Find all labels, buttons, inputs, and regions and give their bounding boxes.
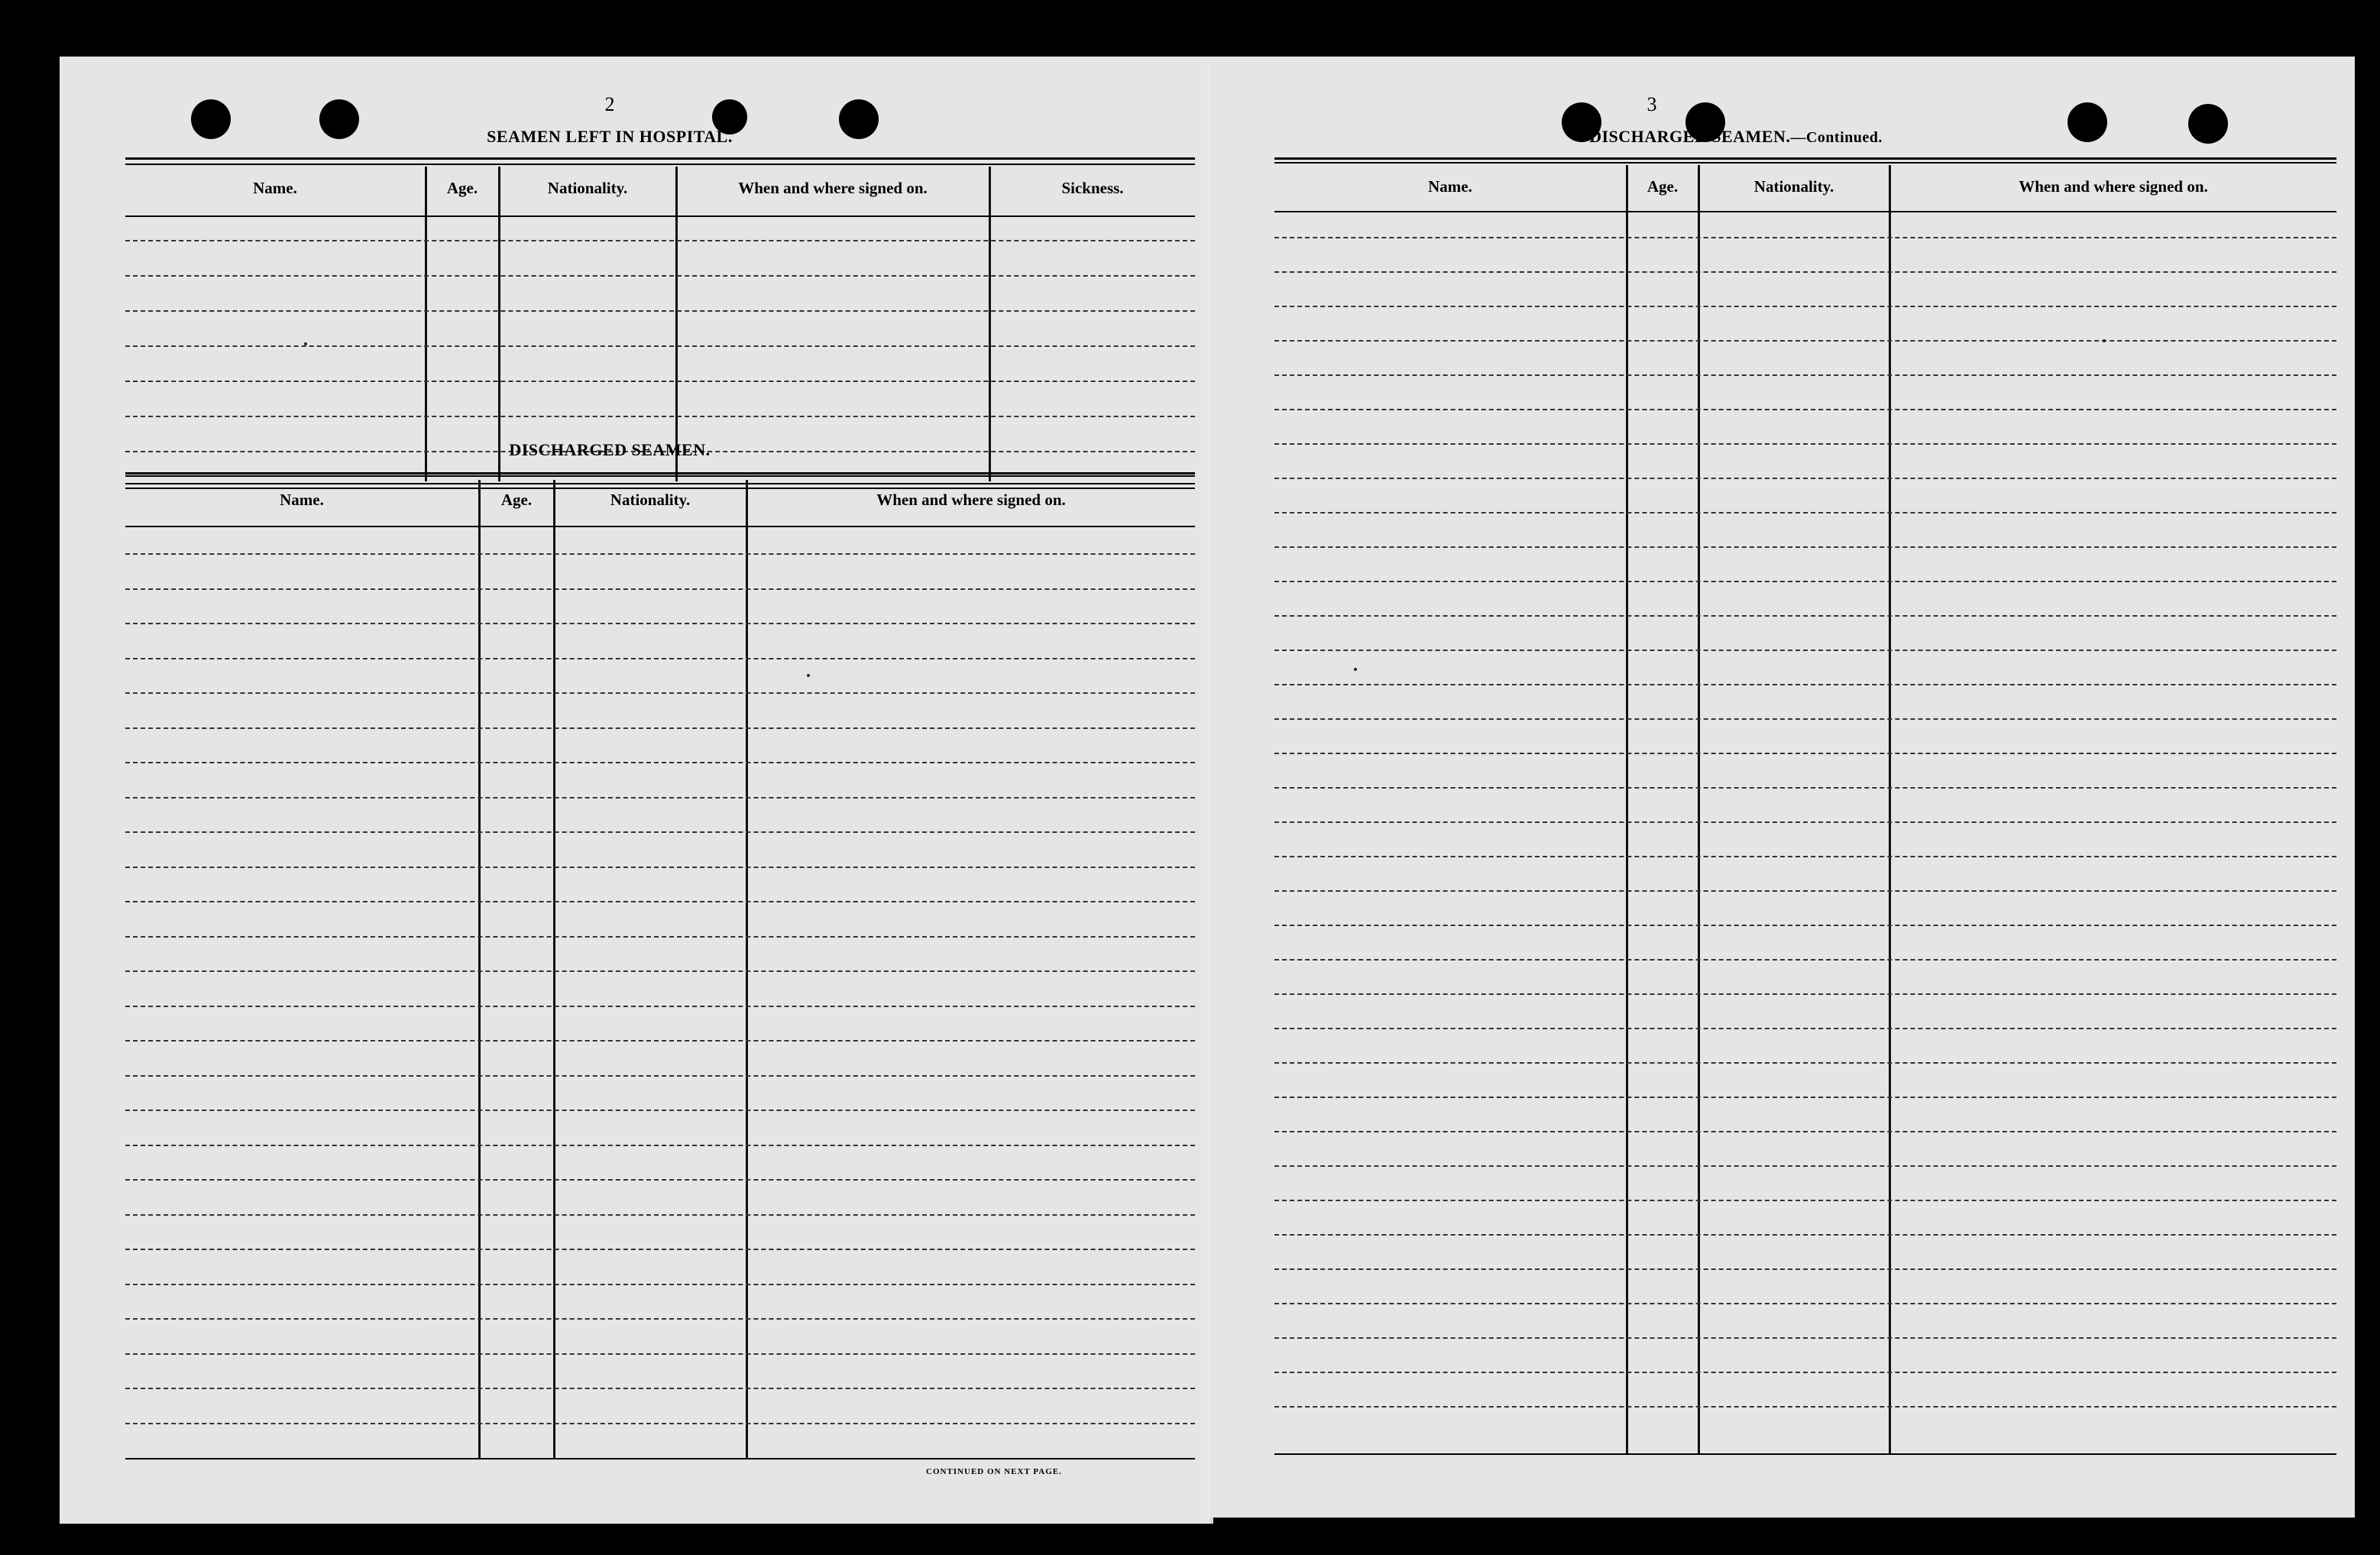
form-row-line: [1274, 478, 2336, 479]
form-row-line: [125, 1249, 1195, 1250]
punch-hole: [839, 99, 879, 139]
form-row-line: [125, 275, 1195, 277]
table-rule: [1274, 1453, 2336, 1455]
punch-hole: [319, 99, 359, 139]
form-row-line: [125, 588, 1195, 590]
paper-speck: [2103, 339, 2106, 342]
form-row-line: [125, 867, 1195, 868]
form-row-line: [1274, 374, 2336, 376]
header-underline: [125, 526, 1195, 527]
form-row-line: [1274, 1131, 2336, 1132]
table-rule: [125, 472, 1195, 475]
column-divider: [498, 167, 500, 481]
form-row-line: [1274, 1372, 2336, 1373]
paper-speck: [807, 674, 810, 677]
column-divider: [1626, 165, 1628, 1453]
form-row-line: [1274, 890, 2336, 892]
right-page: [1209, 57, 2355, 1518]
column-divider: [675, 167, 678, 481]
form-row-line: [125, 1145, 1195, 1146]
form-row-line: [1274, 271, 2336, 273]
form-row-line: [1274, 1406, 2336, 1408]
form-row-line: [1274, 718, 2336, 720]
form-row-line: [125, 553, 1195, 555]
form-row-line: [125, 240, 1195, 241]
form-row-line: [125, 1388, 1195, 1389]
form-row-line: [125, 416, 1195, 417]
form-row-line: [1274, 959, 2336, 961]
form-row-line: [125, 381, 1195, 382]
form-row-line: [1274, 340, 2336, 342]
form-row-line: [125, 1110, 1195, 1111]
form-row-line: [125, 345, 1195, 347]
table-rule: [125, 483, 1195, 484]
table-rule: [125, 164, 1195, 165]
column-header-signed-on: When and where signed on.: [738, 179, 928, 197]
column-header-name: Name.: [280, 491, 324, 509]
form-row-line: [125, 1075, 1195, 1077]
table-rule: [125, 1458, 1195, 1459]
punch-hole: [2068, 102, 2107, 142]
form-row-line: [125, 762, 1195, 763]
form-row-line: [1274, 306, 2336, 307]
form-row-line: [1274, 1234, 2336, 1236]
form-row-line: [125, 831, 1195, 833]
form-row-line: [1274, 546, 2336, 548]
continued-note: CONTINUED ON NEXT PAGE.: [926, 1467, 1062, 1476]
column-divider: [1698, 165, 1700, 1453]
column-divider: [425, 167, 427, 481]
form-row-line: [125, 1214, 1195, 1216]
column-header-name: Name.: [1428, 177, 1472, 196]
column-header-sickness: Sickness.: [1061, 179, 1124, 197]
form-row-line: [1274, 1303, 2336, 1304]
form-row-line: [1274, 443, 2336, 445]
punch-hole: [2188, 104, 2228, 144]
form-row-line: [125, 1179, 1195, 1181]
form-row-line: [125, 797, 1195, 799]
column-header-name: Name.: [253, 179, 297, 197]
column-divider: [478, 480, 481, 1458]
table-rule: [1274, 162, 2336, 164]
section-title-discharged-continued: DISCHARGED SEAMEN.—Continued.: [1589, 127, 1883, 146]
header-underline: [1274, 211, 2336, 212]
form-row-line: [1274, 684, 2336, 685]
section-title-discharged: DISCHARGED SEAMEN.: [509, 440, 711, 459]
paper-speck: [304, 342, 307, 345]
form-row-line: [1274, 237, 2336, 238]
column-divider: [553, 480, 555, 1458]
form-row-line: [125, 623, 1195, 624]
column-divider: [1889, 165, 1891, 1453]
form-row-line: [125, 692, 1195, 694]
form-row-line: [1274, 821, 2336, 823]
column-header-age: Age.: [500, 491, 533, 509]
form-row-line: [125, 1318, 1195, 1320]
column-header-age: Age.: [446, 179, 478, 197]
paper-speck: [1354, 668, 1357, 671]
form-row-line: [1274, 650, 2336, 651]
form-row-line: [1274, 1337, 2336, 1339]
form-row-line: [1274, 581, 2336, 582]
form-row-line: [125, 936, 1195, 938]
table-rule: [125, 157, 1195, 160]
column-header-nationality: Nationality.: [1753, 177, 1834, 196]
form-row-line: [125, 1006, 1195, 1007]
page-number: 3: [1647, 93, 1657, 115]
form-row-line: [125, 1423, 1195, 1424]
form-row-line: [125, 1284, 1195, 1285]
column-header-signed-on: When and where signed on.: [2019, 177, 2208, 196]
section-title-hospital: SEAMEN LEFT IN HOSPITAL.: [487, 127, 733, 146]
form-row-line: [1274, 512, 2336, 513]
form-row-line: [125, 658, 1195, 659]
table-rule: [125, 488, 1195, 489]
punch-hole: [191, 99, 231, 139]
header-underline: [125, 215, 1195, 217]
form-row-line: [125, 1040, 1195, 1042]
table-rule: [125, 475, 1195, 477]
form-row-line: [1274, 409, 2336, 410]
form-row-line: [1274, 856, 2336, 857]
column-divider: [989, 167, 991, 481]
form-row-line: [1274, 925, 2336, 926]
column-header-nationality: Nationality.: [547, 179, 628, 197]
form-row-line: [1274, 787, 2336, 789]
column-header-signed-on: When and where signed on.: [876, 491, 1066, 509]
form-row-line: [1274, 1062, 2336, 1064]
form-row-line: [1274, 753, 2336, 754]
form-row-line: [1274, 993, 2336, 995]
form-row-line: [125, 901, 1195, 902]
form-row-line: [125, 970, 1195, 972]
left-page: [60, 57, 1207, 1524]
form-row-line: [125, 1353, 1195, 1355]
column-header-nationality: Nationality.: [610, 491, 691, 509]
form-row-line: [125, 310, 1195, 312]
form-row-line: [125, 727, 1195, 729]
form-row-line: [1274, 1028, 2336, 1029]
form-row-line: [1274, 1200, 2336, 1201]
form-row-line: [1274, 615, 2336, 617]
table-rule: [1274, 157, 2336, 160]
column-header-age: Age.: [1647, 177, 1679, 196]
form-row-line: [1274, 1097, 2336, 1098]
form-row-line: [1274, 1165, 2336, 1167]
page-number: 2: [604, 93, 615, 115]
form-row-line: [1274, 1268, 2336, 1270]
column-divider: [746, 480, 748, 1458]
